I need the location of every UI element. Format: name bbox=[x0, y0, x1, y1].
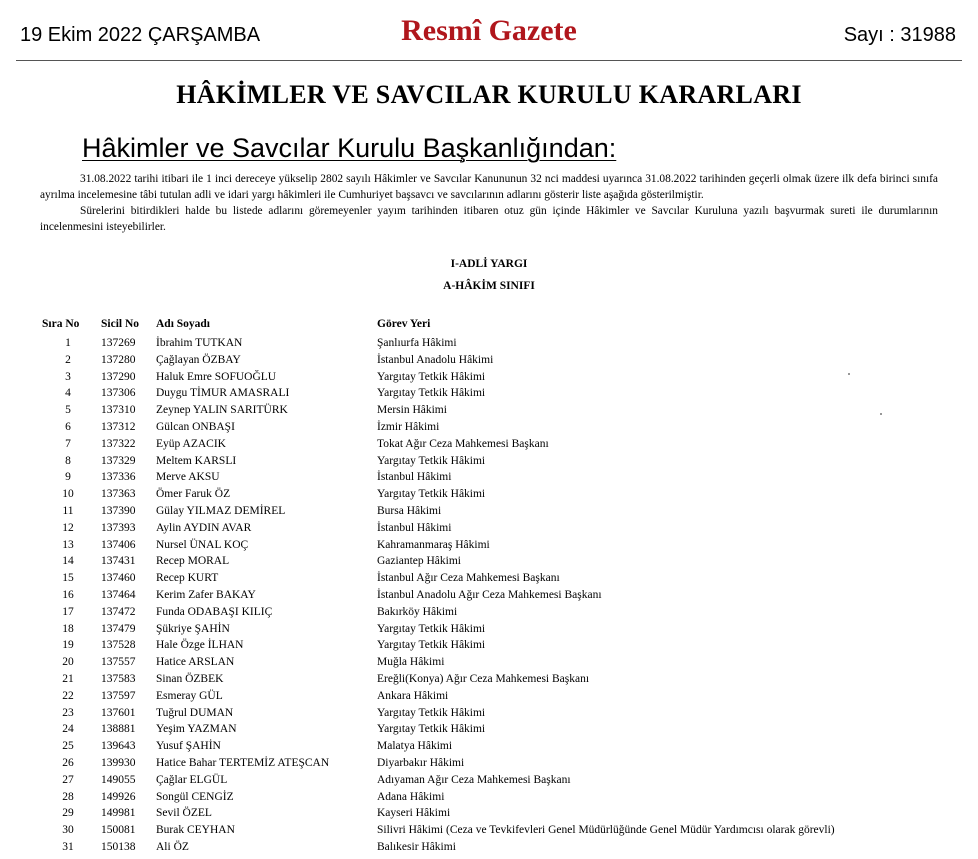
table-row bbox=[0, 739, 978, 756]
row-sicil-no: 138881 bbox=[101, 723, 136, 736]
row-sira-no: 9 bbox=[65, 471, 71, 484]
row-gorev-yeri: Adana Hâkimi bbox=[377, 790, 445, 803]
row-adi-soyadi: Haluk Emre SOFUOĞLU bbox=[156, 370, 277, 383]
row-gorev-yeri: İstanbul Hâkimi bbox=[377, 471, 452, 484]
row-sira-no: 13 bbox=[62, 538, 74, 551]
row-sira-no: 27 bbox=[62, 773, 74, 786]
header-sira-no: Sıra No bbox=[42, 318, 80, 330]
row-sira-no: 18 bbox=[62, 622, 74, 635]
main-heading: HÂKİMLER VE SAVCILAR KURULU KARARLARI bbox=[176, 80, 802, 109]
table-row bbox=[0, 722, 978, 739]
row-adi-soyadi: Gülcan ONBAŞI bbox=[156, 420, 235, 433]
table-row bbox=[0, 689, 978, 706]
table-row bbox=[0, 437, 978, 454]
header-sicil-no: Sicil No bbox=[101, 318, 140, 330]
row-adi-soyadi: Gülay YILMAZ DEMİREL bbox=[156, 504, 286, 517]
table-row bbox=[0, 773, 978, 790]
row-sira-no: 3 bbox=[65, 370, 71, 383]
row-sicil-no: 137290 bbox=[101, 370, 136, 383]
row-adi-soyadi: Eyüp AZACIK bbox=[156, 437, 226, 450]
row-sicil-no: 137322 bbox=[101, 437, 136, 450]
table-header bbox=[0, 318, 978, 332]
row-gorev-yeri: Balıkesir Hâkimi bbox=[377, 840, 456, 853]
row-gorev-yeri: Kahramanmaraş Hâkimi bbox=[377, 538, 490, 551]
row-sicil-no: 137406 bbox=[101, 538, 136, 551]
row-sicil-no: 137597 bbox=[101, 689, 136, 702]
scan-speck bbox=[880, 413, 882, 415]
row-sira-no: 21 bbox=[62, 672, 74, 685]
row-sira-no: 22 bbox=[62, 689, 74, 702]
row-adi-soyadi: Çağlayan ÖZBAY bbox=[156, 353, 241, 366]
row-sira-no: 1 bbox=[65, 337, 71, 349]
row-sira-no: 14 bbox=[62, 555, 74, 568]
row-sira-no: 20 bbox=[62, 656, 74, 669]
row-adi-soyadi: Tuğrul DUMAN bbox=[156, 706, 234, 719]
table-row bbox=[0, 353, 978, 370]
row-sicil-no: 137310 bbox=[101, 404, 136, 417]
row-sicil-no: 137464 bbox=[101, 588, 136, 601]
row-gorev-yeri: Yargıtay Tetkik Hâkimi bbox=[377, 370, 486, 383]
row-adi-soyadi: Sevil ÖZEL bbox=[156, 807, 212, 820]
row-adi-soyadi: Zeynep YALIN SARITÜRK bbox=[156, 404, 288, 417]
row-gorev-yeri: Yargıtay Tetkik Hâkimi bbox=[377, 387, 486, 400]
section-title-adli-yargi: I-ADLİ YARGI bbox=[450, 258, 528, 270]
row-adi-soyadi: Duygu TİMUR AMASRALI bbox=[156, 387, 290, 400]
row-gorev-yeri: Yargıtay Tetkik Hâkimi bbox=[377, 454, 486, 467]
row-adi-soyadi: Aylin AYDIN AVAR bbox=[156, 521, 252, 534]
sub-heading: Hâkimler ve Savcılar Kurulu Başkanlığından: bbox=[82, 133, 617, 163]
row-sira-no: 24 bbox=[62, 723, 74, 736]
row-sicil-no: 139930 bbox=[101, 756, 136, 769]
row-sira-no: 30 bbox=[62, 824, 74, 837]
row-sira-no: 12 bbox=[62, 521, 74, 534]
row-sicil-no: 149055 bbox=[101, 773, 136, 786]
table-row bbox=[0, 336, 978, 353]
row-adi-soyadi: Şükriye ŞAHİN bbox=[156, 622, 230, 635]
row-sicil-no: 149926 bbox=[101, 790, 136, 803]
row-sicil-no: 139643 bbox=[101, 740, 136, 753]
row-gorev-yeri: Muğla Hâkimi bbox=[377, 656, 445, 669]
row-sicil-no: 137557 bbox=[101, 656, 136, 669]
row-gorev-yeri: Şanlıurfa Hâkimi bbox=[377, 337, 457, 349]
table-row bbox=[0, 588, 978, 605]
row-adi-soyadi: İbrahim TUTKAN bbox=[156, 337, 243, 349]
row-adi-soyadi: Hale Özge İLHAN bbox=[156, 639, 244, 652]
table-row bbox=[0, 756, 978, 773]
row-gorev-yeri: Ankara Hâkimi bbox=[377, 689, 449, 702]
table-row bbox=[0, 538, 978, 555]
row-gorev-yeri: Gaziantep Hâkimi bbox=[377, 555, 461, 568]
row-adi-soyadi: Nursel ÜNAL KOÇ bbox=[156, 538, 249, 551]
publication-date: 19 Ekim 2022 ÇARŞAMBA bbox=[20, 24, 261, 46]
row-sicil-no: 137528 bbox=[101, 639, 136, 652]
table-row bbox=[0, 504, 978, 521]
row-gorev-yeri: Adıyaman Ağır Ceza Mahkemesi Başkanı bbox=[377, 773, 571, 786]
row-adi-soyadi: Yusuf ŞAHİN bbox=[156, 740, 221, 753]
table-row bbox=[0, 571, 978, 588]
row-gorev-yeri: Kayseri Hâkimi bbox=[377, 807, 451, 820]
table-row bbox=[0, 370, 978, 387]
row-sicil-no: 137312 bbox=[101, 420, 136, 433]
row-gorev-yeri: Bursa Hâkimi bbox=[377, 504, 442, 517]
table-row bbox=[0, 672, 978, 689]
row-sira-no: 8 bbox=[65, 454, 71, 467]
section-title-hakim-sinifi: A-HÂKİM SINIFI bbox=[443, 280, 535, 292]
table-row bbox=[0, 487, 978, 504]
table-row bbox=[0, 790, 978, 807]
row-sira-no: 16 bbox=[62, 588, 74, 601]
row-adi-soyadi: Kerim Zafer BAKAY bbox=[156, 588, 256, 601]
row-sicil-no: 137329 bbox=[101, 454, 136, 467]
row-adi-soyadi: Burak CEYHAN bbox=[156, 824, 235, 837]
table-row bbox=[0, 521, 978, 538]
row-adi-soyadi: Çağlar ELGÜL bbox=[156, 773, 228, 786]
row-adi-soyadi: Ali ÖZ bbox=[156, 840, 189, 853]
table-row bbox=[0, 706, 978, 723]
row-gorev-yeri: Yargıtay Tetkik Hâkimi bbox=[377, 723, 486, 736]
row-sira-no: 4 bbox=[65, 387, 71, 400]
row-gorev-yeri: Bakırköy Hâkimi bbox=[377, 605, 458, 618]
table-row bbox=[0, 622, 978, 639]
row-sira-no: 25 bbox=[62, 740, 74, 753]
row-adi-soyadi: Hatice ARSLAN bbox=[156, 656, 235, 669]
row-sira-no: 28 bbox=[62, 790, 74, 803]
table-row bbox=[0, 806, 978, 823]
row-gorev-yeri: Malatya Hâkimi bbox=[377, 740, 453, 753]
row-gorev-yeri: İstanbul Anadolu Hâkimi bbox=[377, 353, 494, 366]
row-sicil-no: 137306 bbox=[101, 387, 136, 400]
row-adi-soyadi: Ömer Faruk ÖZ bbox=[156, 488, 231, 501]
row-sira-no: 7 bbox=[65, 437, 71, 450]
row-sicil-no: 137472 bbox=[101, 605, 136, 618]
row-sicil-no: 137583 bbox=[101, 672, 136, 685]
row-sicil-no: 137601 bbox=[101, 706, 136, 719]
scan-speck bbox=[848, 373, 850, 375]
row-gorev-yeri: İzmir Hâkimi bbox=[377, 420, 440, 433]
row-adi-soyadi: Merve AKSU bbox=[156, 471, 220, 484]
table-row bbox=[0, 420, 978, 437]
row-sira-no: 11 bbox=[62, 504, 74, 517]
table-row bbox=[0, 823, 978, 840]
row-sira-no: 17 bbox=[62, 605, 74, 618]
intro-paragraph: 31.08.2022 tarihi itibari ile 1 inci dereceye yükselip 2802 sayılı Hâkimler ve Savcılar Kanununun 32 nci maddesi uyarınca 31.08.2022 tarihinden geçerli olmak üzere ilk defa birinci sınıfa ayrılma incelemesine tâbi tutulan adli ve idari yargı hâkimleri ile Cumhuriyet başsavcı ve savcılarının adlarını gösterir liste aşağıda gösterilmiştir. bbox=[40, 173, 938, 201]
row-sira-no: 15 bbox=[62, 572, 74, 585]
row-sicil-no: 137336 bbox=[101, 471, 136, 484]
table-row bbox=[0, 470, 978, 487]
table-row bbox=[0, 638, 978, 655]
table-row bbox=[0, 605, 978, 622]
row-gorev-yeri: Mersin Hâkimi bbox=[377, 404, 447, 417]
table-row bbox=[0, 554, 978, 571]
row-sicil-no: 149981 bbox=[101, 807, 136, 820]
table-row bbox=[0, 840, 978, 857]
intro-paragraph: Sürelerini bitirdikleri halde bu listede adlarını göremeyenler yayım tarihinden itibaren otuz gün içinde Hâkimler ve Savcılar Kuruluna yazılı başvurmak sureti ile durumlarının incelenmesini isteyebilirler. bbox=[40, 205, 938, 233]
row-adi-soyadi: Songül CENGİZ bbox=[156, 790, 234, 803]
table-row bbox=[0, 655, 978, 672]
row-gorev-yeri: Tokat Ağır Ceza Mahkemesi Başkanı bbox=[377, 437, 549, 450]
row-gorev-yeri: Yargıtay Tetkik Hâkimi bbox=[377, 488, 486, 501]
gazette-header bbox=[16, 0, 962, 61]
header-adi-soyadi: Adı Soyadı bbox=[156, 318, 211, 330]
row-sicil-no: 137280 bbox=[101, 353, 136, 366]
row-adi-soyadi: Hatice Bahar TERTEMİZ ATEŞCAN bbox=[156, 756, 330, 769]
row-gorev-yeri: Yargıtay Tetkik Hâkimi bbox=[377, 639, 486, 652]
row-adi-soyadi: Sinan ÖZBEK bbox=[156, 672, 224, 685]
appointments-table bbox=[0, 336, 978, 857]
row-sicil-no: 137269 bbox=[101, 337, 136, 349]
row-sira-no: 29 bbox=[62, 807, 74, 820]
row-sicil-no: 150081 bbox=[101, 824, 136, 837]
row-sicil-no: 137460 bbox=[101, 572, 136, 585]
row-sira-no: 26 bbox=[62, 756, 74, 769]
row-adi-soyadi: Esmeray GÜL bbox=[156, 689, 223, 702]
row-sicil-no: 137363 bbox=[101, 488, 136, 501]
row-sira-no: 2 bbox=[65, 353, 71, 366]
row-gorev-yeri: İstanbul Hâkimi bbox=[377, 521, 452, 534]
row-sicil-no: 137393 bbox=[101, 521, 136, 534]
row-gorev-yeri: Yargıtay Tetkik Hâkimi bbox=[377, 706, 486, 719]
row-gorev-yeri: İstanbul Anadolu Ağır Ceza Mahkemesi Başkanı bbox=[377, 588, 602, 601]
gazette-title: Resmî Gazete bbox=[401, 14, 577, 47]
row-gorev-yeri: Ereğli(Konya) Ağır Ceza Mahkemesi Başkanı bbox=[377, 672, 590, 685]
row-adi-soyadi: Funda ODABAŞI KILIÇ bbox=[156, 605, 273, 618]
row-sicil-no: 150138 bbox=[101, 840, 136, 853]
row-sira-no: 19 bbox=[62, 639, 74, 652]
row-sira-no: 10 bbox=[62, 488, 74, 501]
row-sira-no: 6 bbox=[65, 420, 71, 433]
row-sicil-no: 137431 bbox=[101, 555, 136, 568]
table-row bbox=[0, 386, 978, 403]
row-sicil-no: 137390 bbox=[101, 504, 136, 517]
row-sicil-no: 137479 bbox=[101, 622, 136, 635]
row-sira-no: 31 bbox=[62, 840, 74, 853]
row-gorev-yeri: İstanbul Ağır Ceza Mahkemesi Başkanı bbox=[377, 572, 560, 585]
table-row bbox=[0, 454, 978, 471]
intro-text bbox=[40, 171, 938, 235]
table-row bbox=[0, 403, 978, 420]
row-adi-soyadi: Recep KURT bbox=[156, 572, 219, 585]
header-gorev-yeri: Görev Yeri bbox=[377, 318, 431, 330]
row-gorev-yeri: Silivri Hâkimi (Ceza ve Tevkifevleri Genel Müdürlüğünde Genel Müdür Yardımcısı olarak görevli) bbox=[377, 824, 835, 837]
row-gorev-yeri: Yargıtay Tetkik Hâkimi bbox=[377, 622, 486, 635]
issue-number: Sayı : 31988 bbox=[843, 24, 956, 46]
row-adi-soyadi: Meltem KARSLI bbox=[156, 454, 237, 467]
row-gorev-yeri: Diyarbakır Hâkimi bbox=[377, 756, 465, 769]
row-adi-soyadi: Recep MORAL bbox=[156, 555, 230, 568]
row-sira-no: 5 bbox=[65, 404, 71, 417]
row-sira-no: 23 bbox=[62, 706, 74, 719]
row-adi-soyadi: Yeşim YAZMAN bbox=[156, 723, 237, 736]
